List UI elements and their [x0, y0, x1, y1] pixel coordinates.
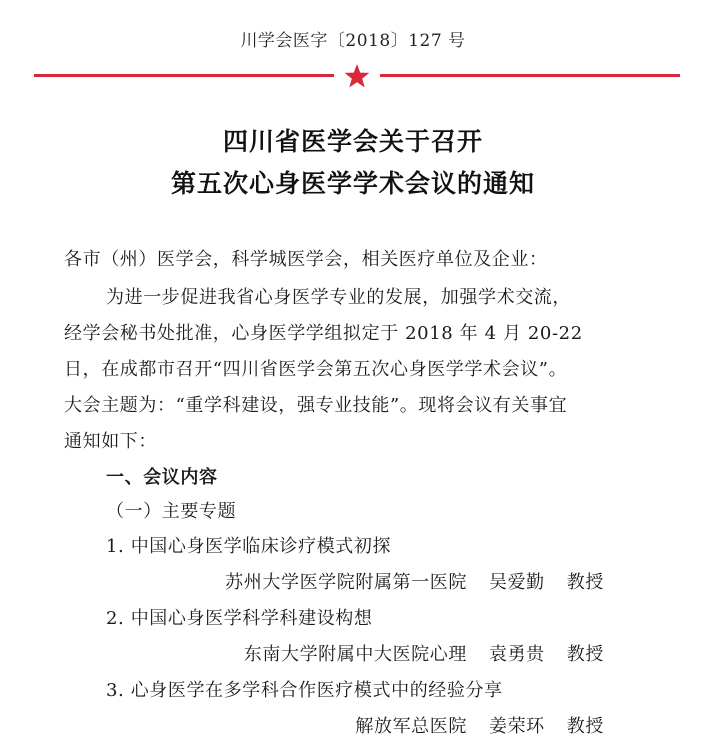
red-star-icon	[345, 64, 370, 87]
rule-left	[34, 74, 334, 77]
topic-presenter-1	[225, 568, 604, 594]
topic-presenter-3	[355, 712, 604, 738]
subsection-heading: （一）主要专题	[106, 501, 237, 522]
presenter-rank: 教授	[566, 572, 604, 593]
topic-title-1: 1. 中国心身医学临床诊疗模式初探	[106, 536, 392, 557]
paragraph-line-5: 通知如下：	[64, 431, 157, 452]
rule-right	[380, 74, 680, 77]
presenter-name: 袁勇贵	[488, 644, 545, 665]
notice-title-line-2: 第五次心身医学学术会议的通知	[170, 169, 535, 198]
presenter-name: 姜荣环	[488, 716, 545, 737]
section-heading: 一、会议内容	[106, 467, 218, 488]
topic-title-3: 3. 心身医学在多学科合作医疗模式中的经验分享	[106, 680, 503, 701]
presenter-rank: 教授	[566, 644, 604, 665]
paragraph-line-2: 经学会秘书处批准，心身医学学组拟定于 2018 年 4 月 20-22	[64, 323, 583, 344]
paragraph-line-3: 日，在成都市召开“四川省医学会第五次心身医学学术会议”。	[64, 359, 568, 380]
paragraph-line-4: 大会主题为：“重学科建设，强专业技能”。现将会议有关事宜	[64, 395, 568, 416]
presenter-institution: 苏州大学医学院附属第一医院	[225, 572, 467, 593]
document-number: 川学会医字〔2018〕127 号	[240, 31, 466, 51]
salutation: 各市（州）医学会，科学城医学会，相关医疗单位及企业：	[64, 249, 548, 270]
paragraph-line-1: 为进一步促进我省心身医学专业的发展，加强学术交流，	[106, 287, 571, 308]
presenter-name: 吴爱勤	[488, 572, 545, 593]
red-header-rule	[0, 60, 706, 92]
presenter-institution: 解放军总医院	[355, 716, 467, 737]
notice-title-line-1: 四川省医学会关于召开	[222, 127, 483, 156]
presenter-rank: 教授	[566, 716, 604, 737]
topic-presenter-2	[244, 640, 604, 666]
presenter-institution: 东南大学附属中大医院心理	[243, 644, 467, 665]
topic-title-2: 2. 中国心身医学科学科建设构想	[106, 608, 373, 629]
